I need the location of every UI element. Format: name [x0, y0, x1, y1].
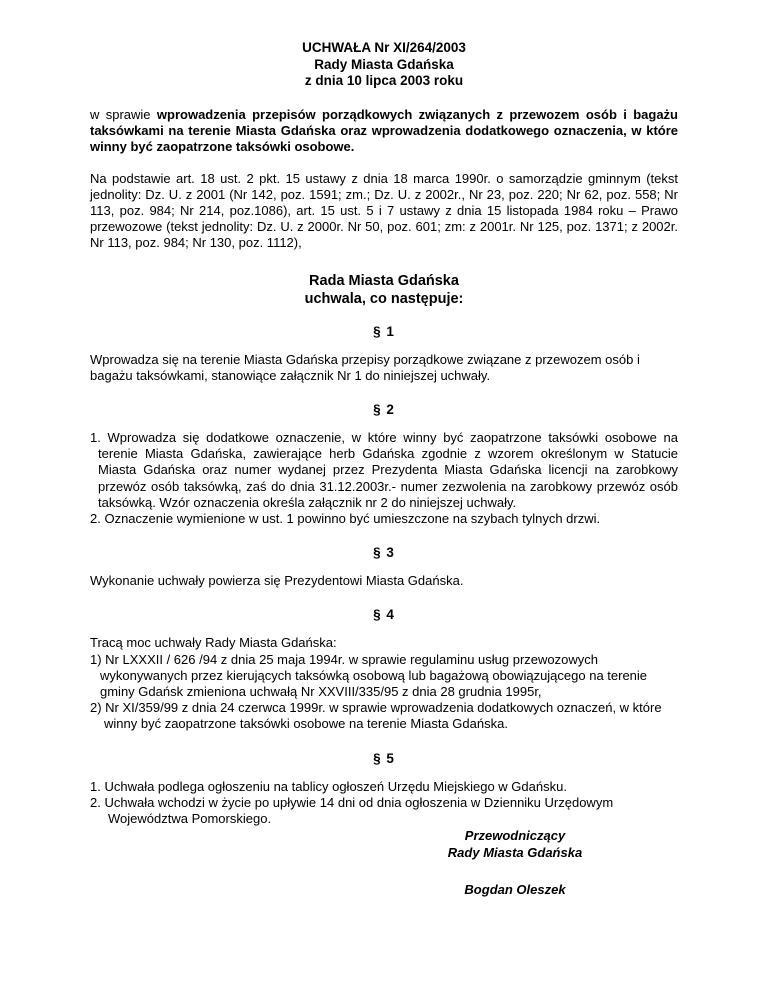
signature-name: Bogdan Oleszek	[464, 882, 566, 897]
section-4-body	[90, 635, 678, 732]
section-3-text: Wykonanie uchwały powierza się Prezydentowi Miasta Gdańska.	[90, 573, 464, 589]
section-1-text: Wprowadza się na terenie Miasta Gdańska przepisy porządkowe związane z przewozem osób i bagażu taksówkami, stanowiące załącznik Nr 1 do niniejszej uchwały.	[90, 351, 640, 383]
council-heading: Rada Miasta Gdańska	[309, 272, 459, 289]
section-5-item: 2. Uchwała wchodzi w życie po upływie 14 dni od dnia ogłoszenia w Dzienniku Urzędowym Województwa Pomorskiego.	[90, 794, 614, 826]
section-1-title: § 1	[373, 323, 395, 339]
signature-title	[440, 828, 590, 861]
council-resolves	[90, 272, 678, 308]
section-2-title: § 2	[373, 401, 395, 417]
resolution-number: UCHWAŁA Nr XI/264/2003	[302, 40, 466, 55]
document-page	[90, 40, 678, 827]
section-4-item: 1) Nr LXXXII / 626 /94 z dnia 25 maja 1994r. w sprawie regulaminu usług przewozowych wykonywanych przez kierujących taksówką osobową lub bagażową obowiązującego na terenie gminy Gdańsk zmieniona uchwałą Nr XXVIII/335/95 z dnia 28 grudnia 1995r,	[90, 651, 648, 699]
signature-role: Przewodniczący	[464, 828, 566, 843]
section-3-title: § 3	[373, 545, 395, 561]
section-2-item: 2. Oznaczenie wymienione w ust. 1 powinno być umieszczone na szybach tylnych drzwi.	[90, 510, 601, 526]
signature-body: Rady Miasta Gdańska	[447, 844, 583, 860]
subject-title: wprowadzenia przepisów porządkowych związanych z przewozem osób i bagażu taksówkami na terenie Miasta Gdańska oraz wprowadzenia dodatkowego oznaczenia, w które winny być zaopatrzone taksówki osobowe.	[90, 106, 678, 154]
resolution-subject	[90, 107, 678, 155]
section-2-list	[90, 430, 678, 527]
section-4-item: 2) Nr XI/359/99 z dnia 24 czerwca 1999r. w sprawie wprowadzenia dodatkowych oznaczeń, w które winny być zaopatrzone taksówki osobowe na terenie Miasta Gdańska.	[90, 700, 662, 732]
subject-prefix: w sprawie	[90, 106, 157, 122]
legal-basis: Na podstawie art. 18 ust. 2 pkt. 15 ustawy z dnia 18 marca 1990r. o samorządzie gminnym (tekst jednolity: Dz. U. z 2001 (Nr 142, poz. 1591; zm.; Dz. U. z 2002r., Nr 23, poz. 220; Nr 62, poz. 558; Nr 113, poz. 984; Nr 214, poz.1086), art. 15 ust. 5 i 7 ustawy z dnia 15 listopada 1984 roku – Prawo przewozowe (tekst jednolity: Dz. U. z 2000r. Nr 50, poz. 601; zm: z 2001r. Nr 125, poz. 1371; z 2002r. Nr 113, poz. 984; Nr 130, poz. 1112),	[90, 170, 678, 251]
council-resolves-line: uchwala, co następuje:	[304, 290, 464, 307]
council-name: Rady Miasta Gdańska	[314, 56, 454, 72]
section-4-title: § 4	[373, 607, 395, 623]
section-5-list	[90, 779, 678, 828]
resolution-date: z dnia 10 lipca 2003 roku	[304, 73, 464, 88]
document-header	[90, 40, 678, 90]
section-4-intro: Tracą moc uchwały Rady Miasta Gdańska:	[90, 635, 337, 651]
section-5-title: § 5	[373, 750, 395, 766]
section-2-item: 1. Wprowadza się dodatkowe oznaczenie, w które winny być zaopatrzone taksówki osobowe na terenie Miasta Gdańska, zawierające herb Gdańska zgodnie z wzorem określonym w Statucie Miasta Gdańska oraz numer wydanej przez Prezydenta Miasta Gdańska licencji na zarobkowy przewóz osób taksówką, zaś do dnia 31.12.2003r.- numer zezwolenia na zarobkowy przewóz osób taksówką. Wzór oznaczenia określa załącznik nr 2 do niniejszej uchwały.	[90, 429, 678, 510]
section-5-item: 1. Uchwała podlega ogłoszeniu na tablicy ogłoszeń Urzędu Miejskiego w Gdańsku.	[90, 778, 567, 794]
